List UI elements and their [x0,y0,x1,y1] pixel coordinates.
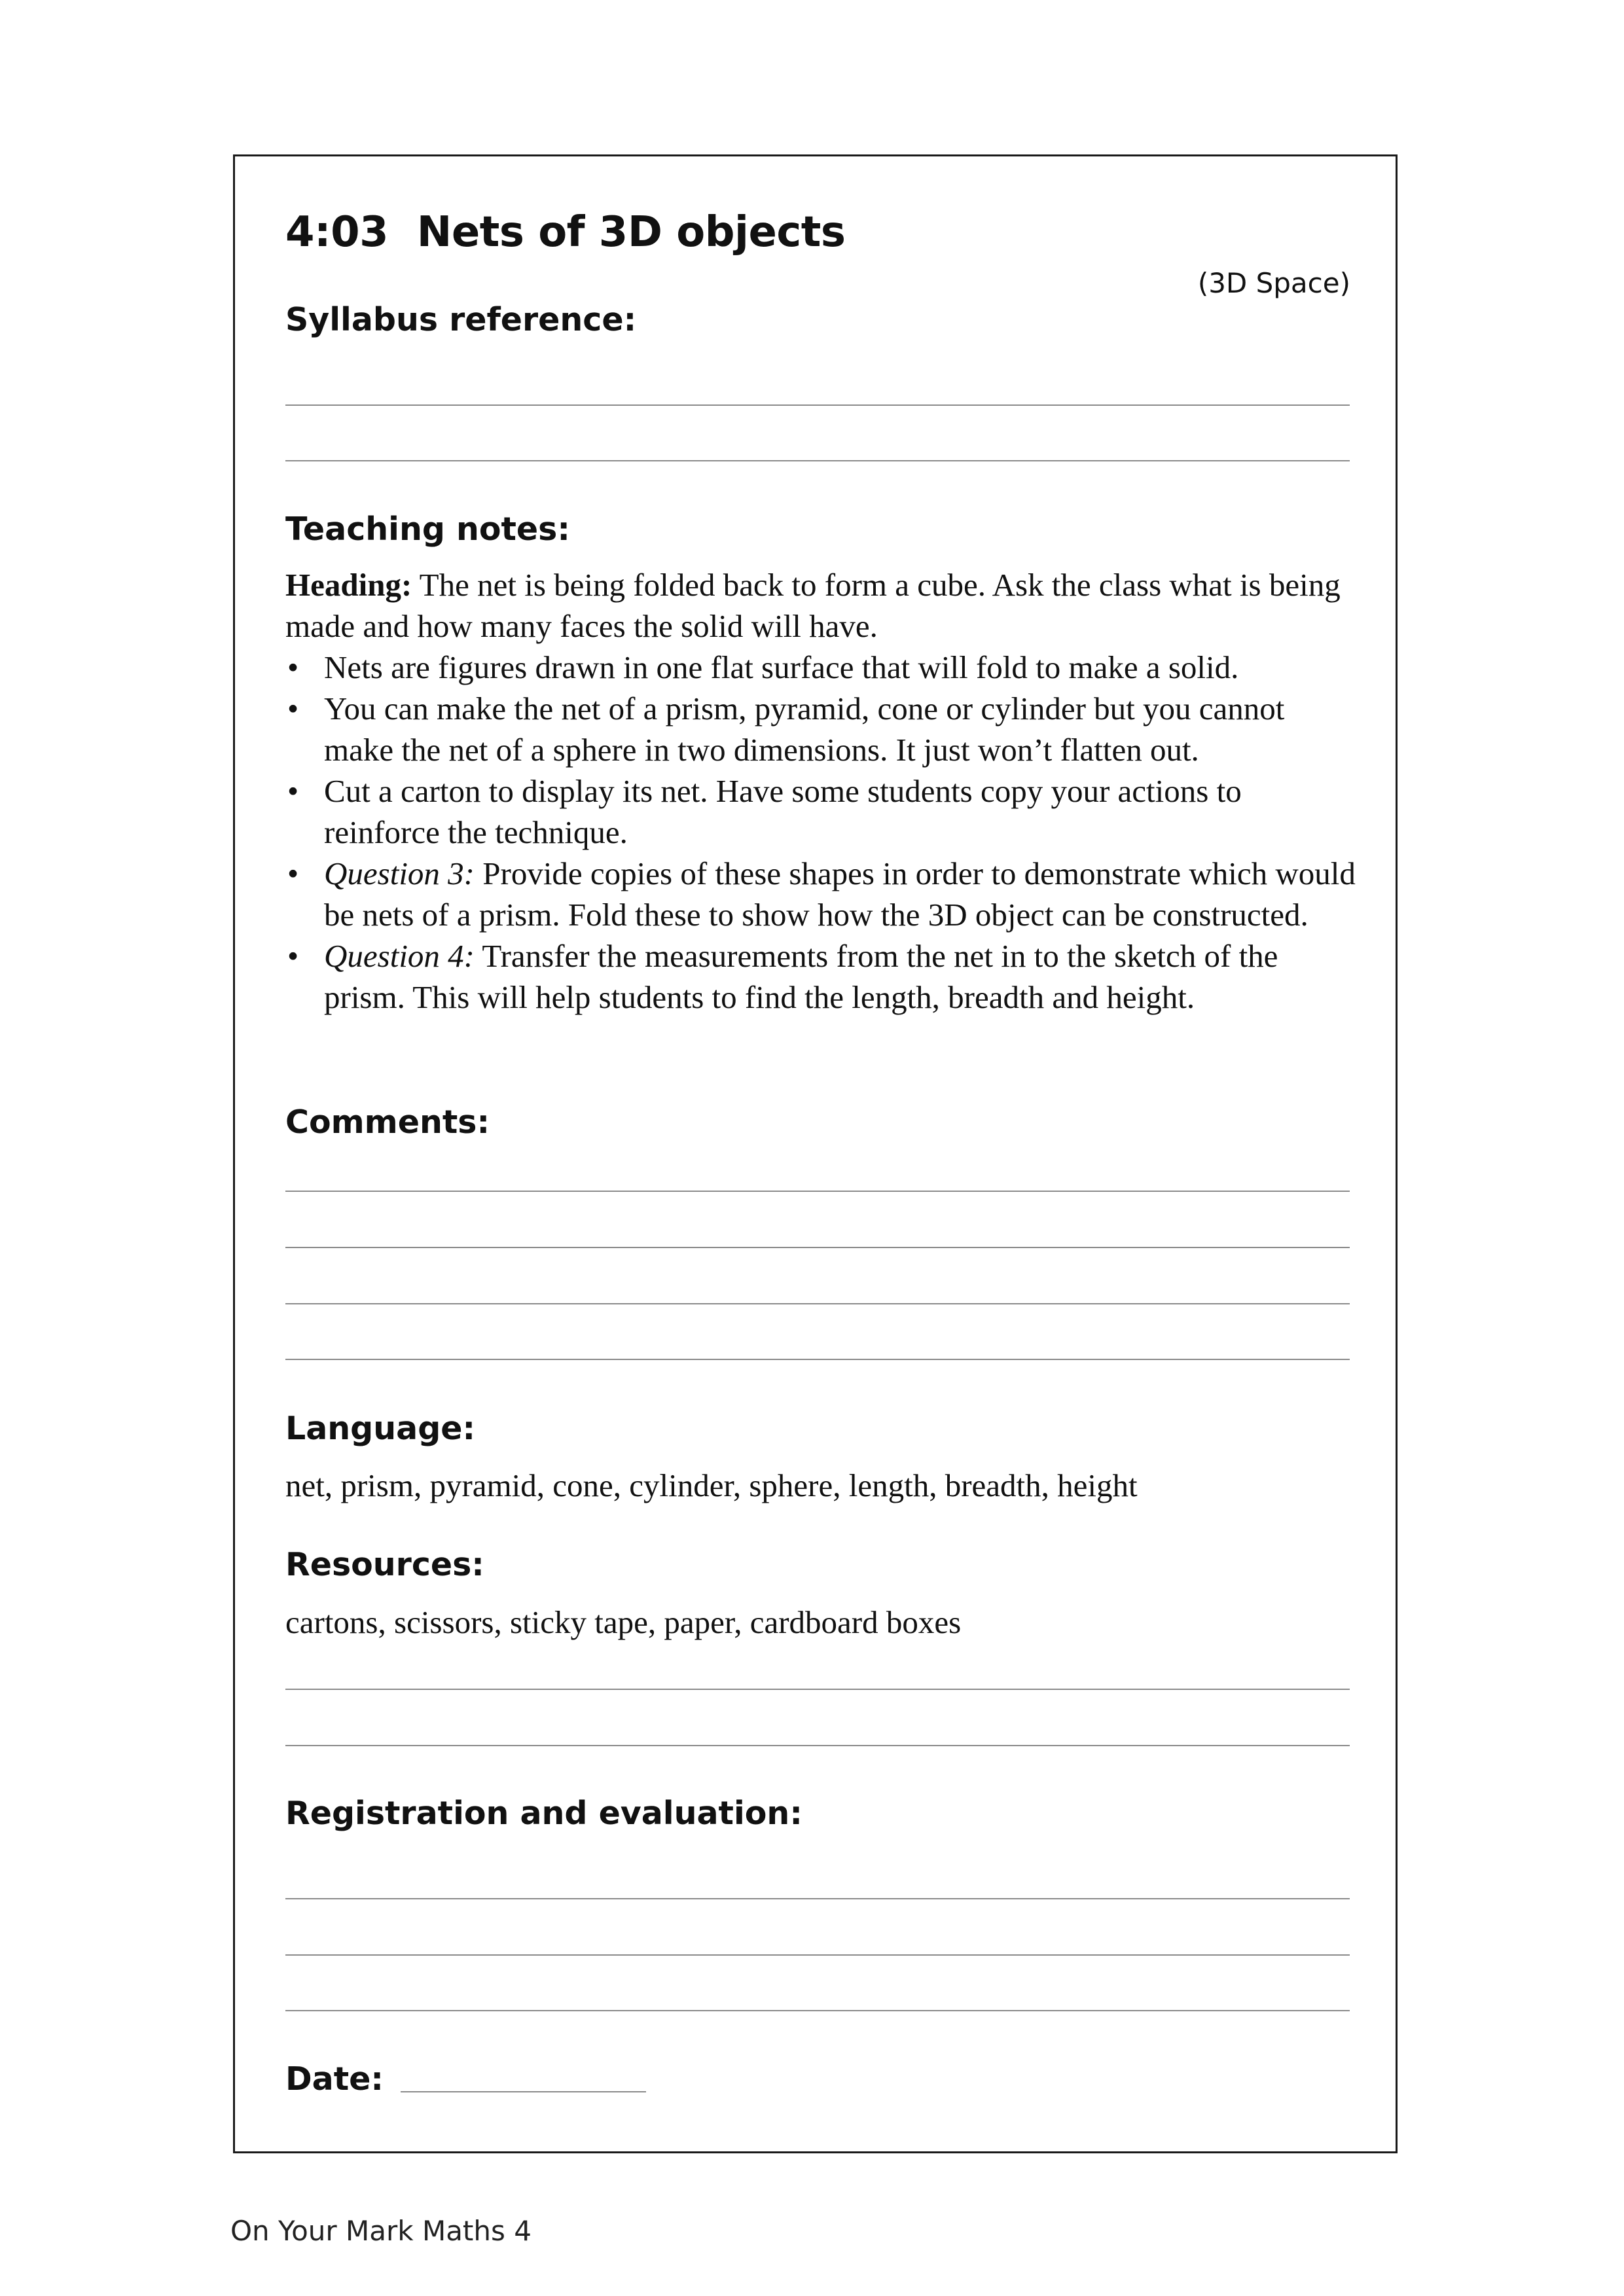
note-item [285,647,1359,688]
footer-book-title: On Your Mark Maths 4 [230,2215,532,2247]
comments-line-1[interactable] [285,1191,1350,1192]
syllabus-line-2[interactable] [285,460,1350,461]
note-text: You can make the net of a prism, pyramid, cone or cylinder but you cannot make the net of a sphere in two dimensions. It just won’t flatten out. [324,691,1285,768]
note-text: Cut a carton to display its net. Have some students copy your actions to reinforce the technique. [324,773,1242,850]
page-title [285,208,845,257]
note-item [285,853,1359,935]
registration-line-1[interactable] [285,1898,1350,1899]
teaching-notes-body [285,564,1359,1018]
note-text: Nets are figures drawn in one flat surface that will fold to make a solid. [324,649,1239,685]
registration-line-2[interactable] [285,1954,1350,1956]
worksheet-frame [233,154,1398,2153]
registration-line-3[interactable] [285,2010,1350,2011]
teaching-notes-heading: Teaching notes: [285,511,570,548]
heading-note-lead: Heading: [285,567,412,603]
section-title: Nets of 3D objects [416,208,846,257]
topic-label: (3D Space) [1197,267,1350,299]
comments-line-3[interactable] [285,1303,1350,1304]
syllabus-heading: Syllabus reference: [285,301,637,338]
date-field[interactable] [401,2091,646,2092]
notes-list [285,647,1359,1018]
note-lead: Question 3: [324,855,475,891]
note-item [285,688,1359,770]
note-text: Transfer the measurements from the net in to the sketch of the prism. This will help students to find the length, breadth and height. [324,938,1278,1015]
note-item [285,935,1359,1018]
date-label: Date: [285,2060,384,2098]
heading-note [285,564,1359,647]
comments-heading: Comments: [285,1103,490,1141]
resources-text: cartons, scissors, sticky tape, paper, cardboard boxes [285,1604,962,1640]
note-text: Provide copies of these shapes in order to demonstrate which would be nets of a prism. Fold these to show how the 3D object can be constructed. [324,855,1356,933]
resources-line-1[interactable] [285,1689,1350,1690]
heading-note-text: The net is being folded back to form a cube. Ask the class what is being made and how many faces the solid will have. [285,567,1341,644]
section-number: 4:03 [285,208,389,257]
resources-line-2[interactable] [285,1745,1350,1746]
comments-line-4[interactable] [285,1359,1350,1360]
syllabus-line-1[interactable] [285,404,1350,406]
note-item [285,770,1359,853]
registration-heading: Registration and evaluation: [285,1795,803,1832]
note-lead: Question 4: [324,938,475,974]
comments-line-2[interactable] [285,1247,1350,1248]
language-text: net, prism, pyramid, cone, cylinder, sphere, length, breadth, height [285,1467,1138,1503]
resources-heading: Resources: [285,1546,484,1583]
language-heading: Language: [285,1410,476,1447]
